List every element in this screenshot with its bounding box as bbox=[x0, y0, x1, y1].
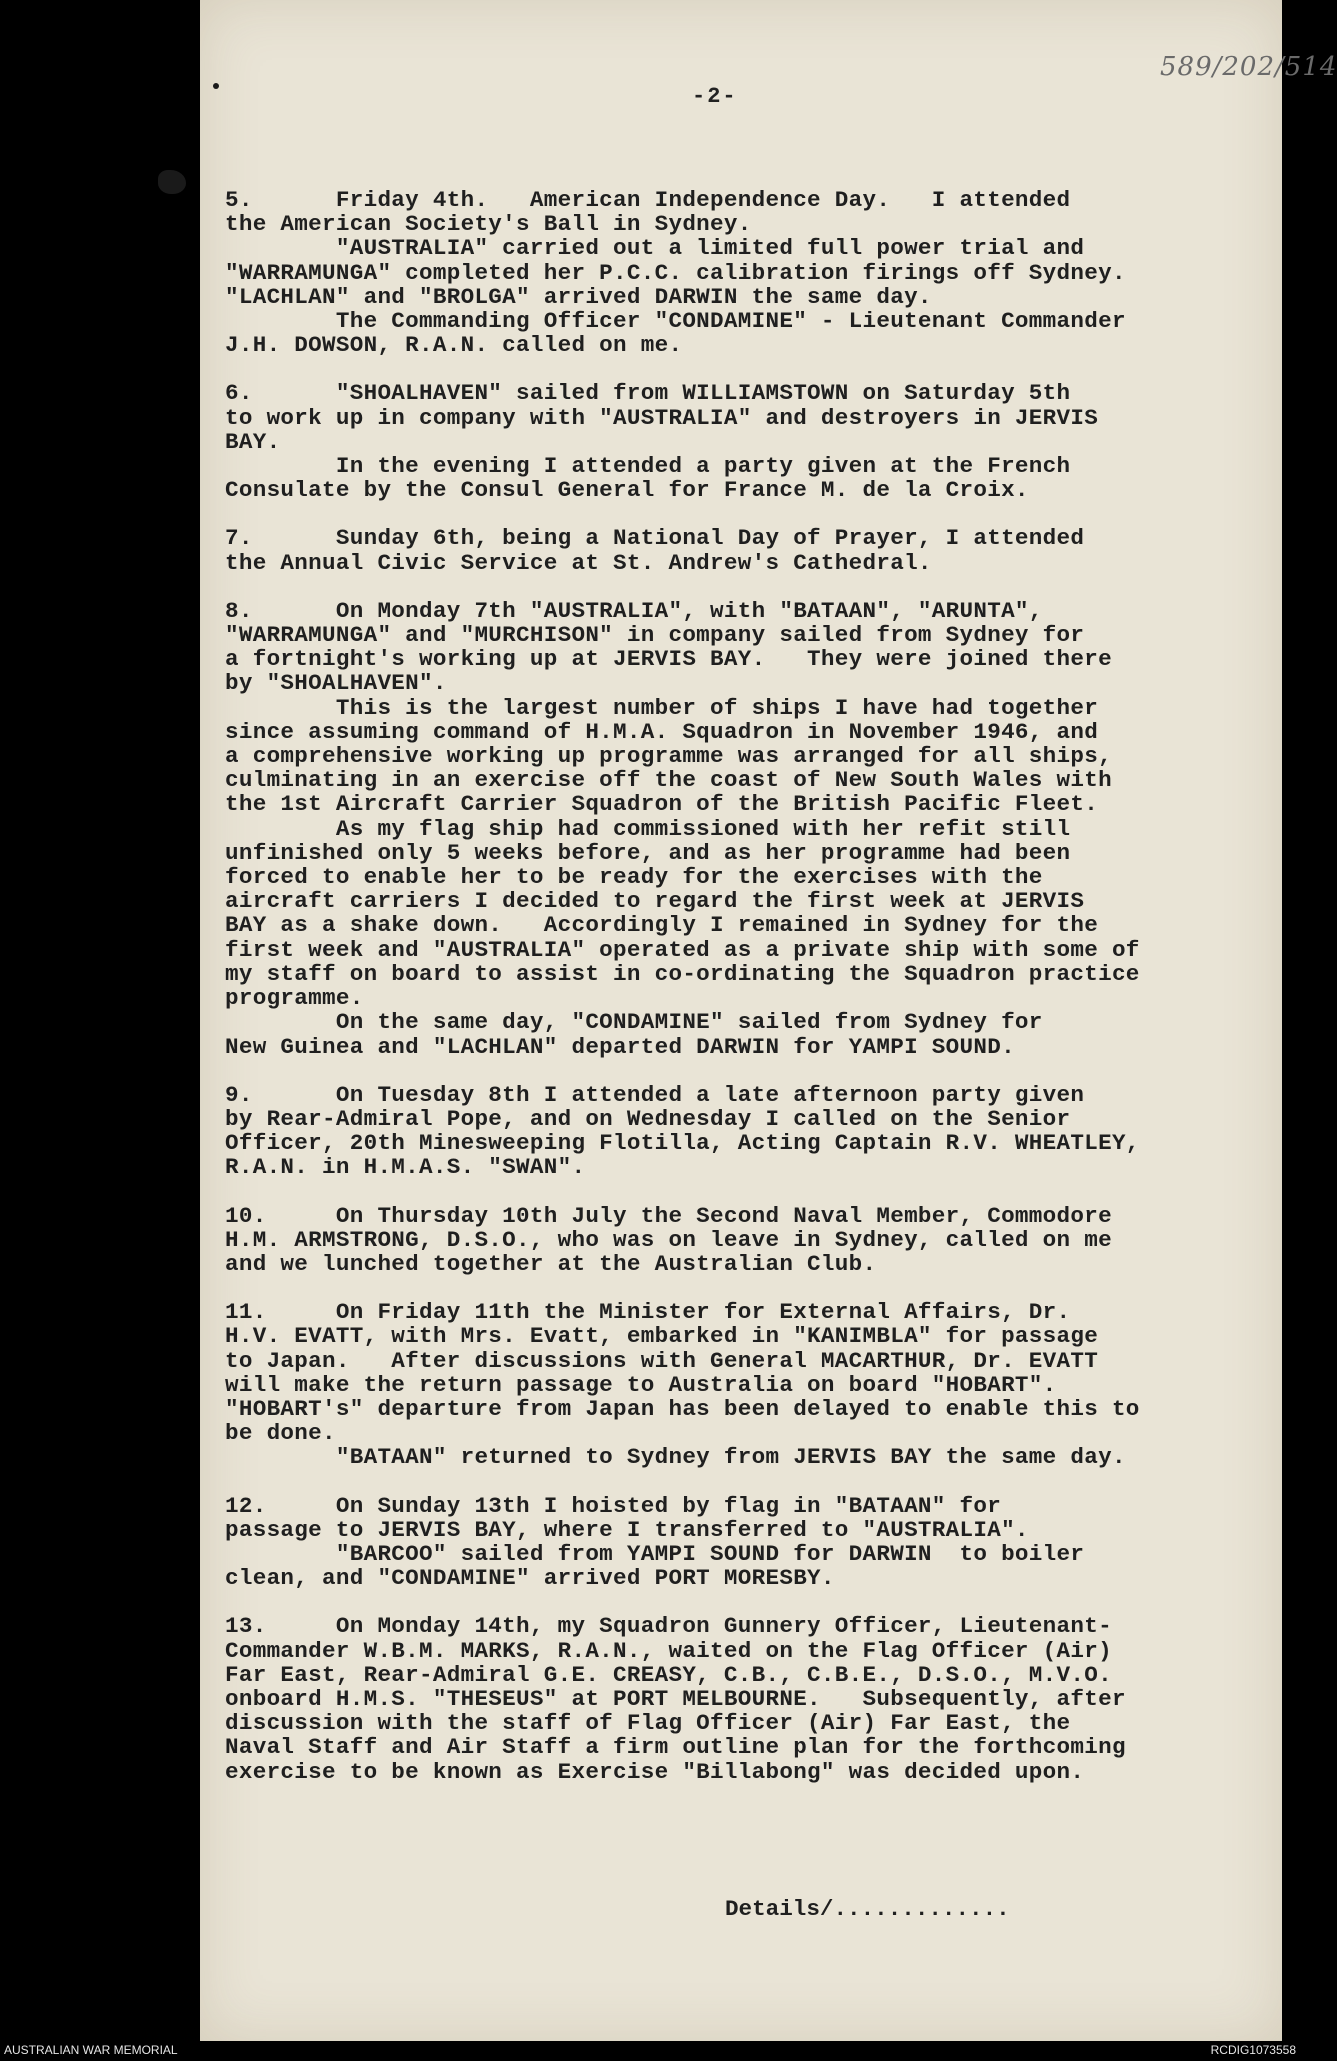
document-body bbox=[225, 188, 1235, 1784]
text-line: 9. On Tuesday 8th I attended a late afternoon party given bbox=[225, 1081, 1085, 1108]
text-line: Consulate by the Consul General for France M. de la Croix. bbox=[225, 477, 1029, 504]
text-line: BAY. bbox=[225, 428, 281, 455]
text-line: "BATAAN" returned to Sydney from JERVIS BAY the same day. bbox=[225, 1444, 1126, 1471]
text-line: by "SHOALHAVEN". bbox=[225, 670, 447, 697]
paragraph-gap bbox=[225, 1059, 1235, 1083]
paragraph-p6 bbox=[225, 381, 1235, 502]
text-line: my staff on board to assist in co-ordinating the Squadron practice bbox=[225, 960, 1140, 987]
text-line: New Guinea and "LACHLAN" departed DARWIN for YAMPI SOUND. bbox=[225, 1033, 1015, 1060]
text-line: BAY as a shake down. Accordingly I remained in Sydney for the bbox=[225, 912, 1099, 939]
text-line: 5. Friday 4th. American Independence Day. I attended bbox=[225, 187, 1071, 213]
text-line: 12. On Sunday 13th I hoisted by flag in "BATAAN" for bbox=[225, 1492, 1002, 1519]
text-line: first week and "AUSTRALIA" operated as a private ship with some of bbox=[225, 936, 1140, 963]
text-line: Officer, 20th Minesweeping Flotilla, Acting Captain R.V. WHEATLEY, bbox=[225, 1130, 1140, 1157]
text-line: "HOBART's" departure from Japan has been delayed to enable this to bbox=[225, 1395, 1140, 1422]
text-line: "BARCOO" sailed from YAMPI SOUND for DARWIN to boiler bbox=[225, 1540, 1085, 1567]
ink-dot bbox=[213, 83, 219, 89]
paragraph-p11 bbox=[225, 1300, 1235, 1469]
text-line: This is the largest number of ships I have had together bbox=[225, 694, 1099, 721]
text-line: "LACHLAN" and "BROLGA" arrived DARWIN the same day. bbox=[225, 283, 932, 310]
text-line: passage to JERVIS BAY, where I transferred to "AUSTRALIA". bbox=[225, 1516, 1029, 1543]
text-line: the Annual Civic Service at St. Andrew's Cathedral. bbox=[225, 549, 932, 576]
paragraph-p5 bbox=[225, 188, 1235, 357]
text-line: be done. bbox=[225, 1420, 336, 1447]
text-line: H.M. ARMSTRONG, D.S.O., who was on leave in Sydney, called on me bbox=[225, 1226, 1112, 1253]
paragraph-p9 bbox=[225, 1083, 1235, 1180]
archive-id: RCDIG1073558 bbox=[1210, 2043, 1296, 2057]
paragraph-p8 bbox=[225, 599, 1235, 1059]
text-line: As my flag ship had commissioned with her refit still bbox=[225, 815, 1071, 842]
archive-credit: AUSTRALIAN WAR MEMORIAL bbox=[4, 2043, 178, 2057]
text-line: "WARRAMUNGA" and "MURCHISON" in company sailed from Sydney for bbox=[225, 622, 1085, 649]
paragraph-gap bbox=[225, 575, 1235, 599]
text-line: "WARRAMUNGA" completed her P.C.C. calibration firings off Sydney. bbox=[225, 259, 1126, 286]
text-line: will make the return passage to Australia on board "HOBART". bbox=[225, 1371, 1057, 1398]
paragraph-gap bbox=[225, 1470, 1235, 1494]
text-line: discussion with the staff of Flag Officer (Air) Far East, the bbox=[225, 1710, 1071, 1737]
text-line: Far East, Rear-Admiral G.E. CREASY, C.B., C.B.E., D.S.O., M.V.O. bbox=[225, 1661, 1112, 1688]
text-line: On the same day, "CONDAMINE" sailed from Sydney for bbox=[225, 1009, 1043, 1036]
text-line: the American Society's Ball in Sydney. bbox=[225, 211, 752, 238]
paragraph-p7 bbox=[225, 526, 1235, 574]
text-line: exercise to be known as Exercise "Billabong" was decided upon. bbox=[225, 1758, 1085, 1785]
text-line: 8. On Monday 7th "AUSTRALIA", with "BATAAN", "ARUNTA", bbox=[225, 597, 1043, 624]
paragraph-gap bbox=[225, 1276, 1235, 1300]
text-line: H.V. EVATT, with Mrs. Evatt, embarked in "KANIMBLA" for passage bbox=[225, 1323, 1099, 1350]
text-line: 11. On Friday 11th the Minister for External Affairs, Dr. bbox=[225, 1299, 1071, 1326]
text-line: J.H. DOWSON, R.A.N. called on me. bbox=[225, 332, 683, 359]
text-line: Commander W.B.M. MARKS, R.A.N., waited on the Flag Officer (Air) bbox=[225, 1637, 1112, 1664]
text-line: forced to enable her to be ready for the exercises with the bbox=[225, 864, 1043, 891]
text-line: 6. "SHOALHAVEN" sailed from WILLIAMSTOWN on Saturday 5th bbox=[225, 380, 1071, 407]
text-line: to Japan. After discussions with General MACARTHUR, Dr. EVATT bbox=[225, 1347, 1099, 1374]
text-line: The Commanding Officer "CONDAMINE" - Lieutenant Commander bbox=[225, 308, 1126, 335]
reference-note: 589/202/514 bbox=[1160, 52, 1337, 82]
page-number: -2- bbox=[692, 84, 738, 109]
paragraph-gap bbox=[225, 357, 1235, 381]
paragraph-gap bbox=[225, 1590, 1235, 1614]
text-line: R.A.N. in H.M.A.S. "SWAN". bbox=[225, 1154, 586, 1181]
catchword: Details/............. bbox=[725, 1896, 1010, 1922]
text-line: Naval Staff and Air Staff a firm outline plan for the forthcoming bbox=[225, 1734, 1126, 1761]
text-line: unfinished only 5 weeks before, and as her programme had been bbox=[225, 839, 1071, 866]
text-line: 10. On Thursday 10th July the Second Naval Member, Commodore bbox=[225, 1202, 1112, 1229]
text-line: the 1st Aircraft Carrier Squadron of the British Pacific Fleet. bbox=[225, 791, 1099, 818]
ink-blot bbox=[158, 170, 186, 194]
text-line: aircraft carriers I decided to regard the first week at JERVIS bbox=[225, 888, 1085, 915]
text-line: programme. bbox=[225, 985, 364, 1012]
text-line: by Rear-Admiral Pope, and on Wednesday I called on the Senior bbox=[225, 1105, 1071, 1132]
paragraph-gap bbox=[225, 502, 1235, 526]
text-line: since assuming command of H.M.A. Squadron in November 1946, and bbox=[225, 718, 1099, 745]
text-line: a fortnight's working up at JERVIS BAY. They were joined there bbox=[225, 646, 1112, 673]
text-line: In the evening I attended a party given at the French bbox=[225, 453, 1071, 480]
text-line: "AUSTRALIA" carried out a limited full power trial and bbox=[225, 235, 1085, 262]
paragraph-p13 bbox=[225, 1614, 1235, 1783]
text-line: culminating in an exercise off the coast of New South Wales with bbox=[225, 767, 1112, 794]
paragraph-p12 bbox=[225, 1494, 1235, 1591]
paragraph-p10 bbox=[225, 1204, 1235, 1277]
text-line: to work up in company with "AUSTRALIA" and destroyers in JERVIS bbox=[225, 404, 1099, 431]
text-line: onboard H.M.S. "THESEUS" at PORT MELBOURNE. Subsequently, after bbox=[225, 1685, 1126, 1712]
text-line: a comprehensive working up programme was arranged for all ships, bbox=[225, 743, 1112, 770]
text-line: and we lunched together at the Australian Club. bbox=[225, 1250, 877, 1277]
paragraph-gap bbox=[225, 1180, 1235, 1204]
text-line: clean, and "CONDAMINE" arrived PORT MORESBY. bbox=[225, 1565, 835, 1592]
text-line: 13. On Monday 14th, my Squadron Gunnery Officer, Lieutenant- bbox=[225, 1613, 1112, 1640]
text-line: 7. Sunday 6th, being a National Day of Prayer, I attended bbox=[225, 525, 1085, 552]
